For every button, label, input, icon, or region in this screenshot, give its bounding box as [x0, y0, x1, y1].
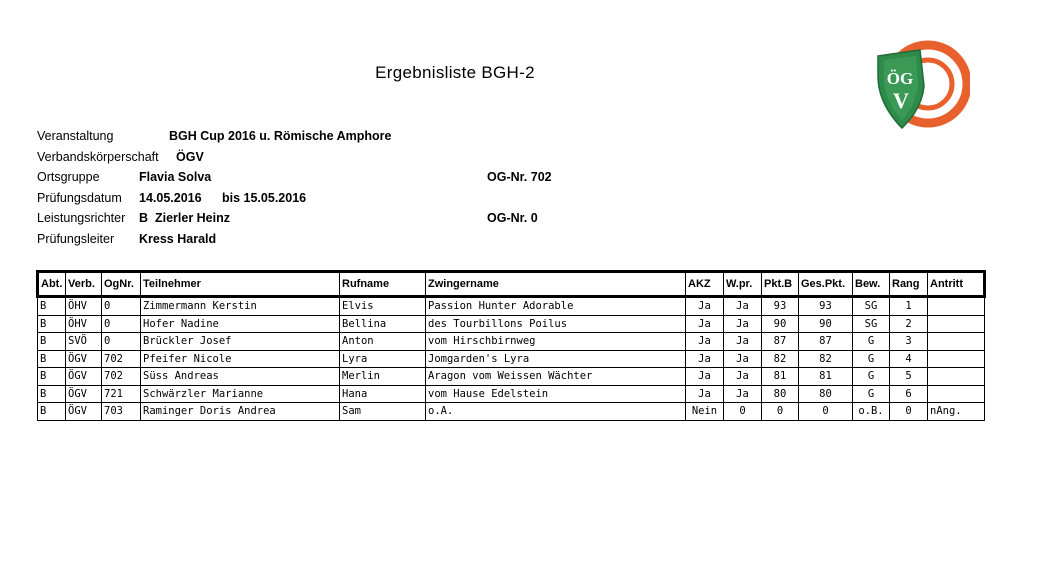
cell-ognr: 702: [102, 368, 141, 386]
table-row: [38, 368, 985, 386]
cell-abt: B: [38, 315, 66, 333]
cell-teilnehmer: Süss Andreas: [141, 368, 340, 386]
cell-zwingername: Aragon vom Weissen Wächter: [426, 368, 686, 386]
svg-text:ÖG: ÖG: [886, 69, 914, 88]
cell-akz: Nein: [686, 403, 724, 421]
cell-ognr: 0: [102, 297, 141, 316]
cell-akz: Ja: [686, 368, 724, 386]
cell-teilnehmer: Raminger Doris Andrea: [141, 403, 340, 421]
cell-rang: 0: [890, 403, 928, 421]
cell-antritt: [928, 333, 985, 351]
cell-rufname: Lyra: [340, 350, 426, 368]
cell-verb: ÖGV: [66, 368, 102, 386]
cell-antritt: [928, 315, 985, 333]
col-header-rufname: Rufname: [340, 272, 426, 297]
cell-teilnehmer: Pfeifer Nicole: [141, 350, 340, 368]
cell-pktb: 82: [762, 350, 799, 368]
verband-label: Verbandskörperschaft: [37, 149, 159, 164]
cell-rang: 2: [890, 315, 928, 333]
cell-bew: SG: [853, 297, 890, 316]
svg-text:V: V: [893, 88, 909, 113]
cell-gespkt: 80: [799, 385, 853, 403]
cell-rang: 4: [890, 350, 928, 368]
cell-verb: ÖGV: [66, 350, 102, 368]
cell-abt: B: [38, 297, 66, 316]
cell-rang: 5: [890, 368, 928, 386]
cell-wpr: 0: [724, 403, 762, 421]
cell-zwingername: Jomgarden's Lyra: [426, 350, 686, 368]
cell-zwingername: o.A.: [426, 403, 686, 421]
cell-gespkt: 93: [799, 297, 853, 316]
cell-antritt: [928, 350, 985, 368]
veranstaltung-value: BGH Cup 2016 u. Römische Amphore: [169, 129, 392, 143]
cell-akz: Ja: [686, 350, 724, 368]
richter-value: B Zierler Heinz: [139, 211, 230, 225]
cell-pktb: 81: [762, 368, 799, 386]
datum-bis: bis 15.05.2016: [222, 190, 307, 205]
ortsgruppe-ognr: OG-Nr. 702: [487, 170, 552, 184]
cell-gespkt: 81: [799, 368, 853, 386]
table-row: [38, 333, 985, 351]
cell-wpr: Ja: [724, 333, 762, 351]
cell-verb: ÖHV: [66, 315, 102, 333]
cell-bew: G: [853, 350, 890, 368]
cell-gespkt: 87: [799, 333, 853, 351]
ogv-logo: [872, 38, 970, 132]
cell-ognr: 0: [102, 333, 141, 351]
cell-rufname: Merlin: [340, 368, 426, 386]
cell-teilnehmer: Zimmermann Kerstin: [141, 297, 340, 316]
cell-rufname: Bellina: [340, 315, 426, 333]
cell-antritt: [928, 297, 985, 316]
cell-verb: ÖGV: [66, 403, 102, 421]
cell-rang: 1: [890, 297, 928, 316]
cell-antritt: [928, 368, 985, 386]
cell-ognr: 702: [102, 350, 141, 368]
col-header-rang: Rang: [890, 272, 928, 297]
cell-pktb: 80: [762, 385, 799, 403]
cell-verb: ÖGV: [66, 385, 102, 403]
col-header-antritt: Antritt: [928, 272, 985, 297]
cell-abt: B: [38, 350, 66, 368]
cell-akz: Ja: [686, 385, 724, 403]
col-header-abt: Abt.: [38, 272, 66, 297]
datum-von: 14.05.2016: [139, 190, 202, 205]
cell-wpr: Ja: [724, 368, 762, 386]
col-header-bew: Bew.: [853, 272, 890, 297]
col-header-zwingername: Zwingername: [426, 272, 686, 297]
col-header-akz: AKZ: [686, 272, 724, 297]
col-header-teilnehmer: Teilnehmer: [141, 272, 340, 297]
cell-bew: G: [853, 333, 890, 351]
cell-ognr: 703: [102, 403, 141, 421]
cell-wpr: Ja: [724, 315, 762, 333]
cell-pktb: 90: [762, 315, 799, 333]
cell-bew: o.B.: [853, 403, 890, 421]
cell-wpr: Ja: [724, 385, 762, 403]
cell-verb: SVÖ: [66, 333, 102, 351]
cell-antritt: nAng.: [928, 403, 985, 421]
cell-abt: B: [38, 403, 66, 421]
cell-abt: B: [38, 385, 66, 403]
cell-bew: G: [853, 385, 890, 403]
richter-ognr: OG-Nr. 0: [487, 211, 538, 225]
cell-wpr: Ja: [724, 297, 762, 316]
col-header-wpr: W.pr.: [724, 272, 762, 297]
table-row: [38, 385, 985, 403]
cell-zwingername: vom Hause Edelstein: [426, 385, 686, 403]
table-row: [38, 403, 985, 421]
cell-rufname: Anton: [340, 333, 426, 351]
document-title: Ergebnisliste BGH-2: [375, 63, 535, 82]
cell-bew: SG: [853, 315, 890, 333]
table-header-row: [38, 272, 985, 297]
cell-ognr: 0: [102, 315, 141, 333]
cell-teilnehmer: Schwärzler Marianne: [141, 385, 340, 403]
cell-rufname: Sam: [340, 403, 426, 421]
datum-label: Prüfungsdatum: [37, 190, 122, 205]
cell-pktb: 0: [762, 403, 799, 421]
cell-zwingername: Passion Hunter Adorable: [426, 297, 686, 316]
col-header-ognr: OgNr.: [102, 272, 141, 297]
cell-wpr: Ja: [724, 350, 762, 368]
cell-teilnehmer: Hofer Nadine: [141, 315, 340, 333]
cell-zwingername: des Tourbillons Poilus: [426, 315, 686, 333]
cell-akz: Ja: [686, 297, 724, 316]
cell-akz: Ja: [686, 315, 724, 333]
cell-rang: 6: [890, 385, 928, 403]
cell-bew: G: [853, 368, 890, 386]
ortsgruppe-label: Ortsgruppe: [37, 170, 100, 184]
cell-pktb: 87: [762, 333, 799, 351]
cell-gespkt: 90: [799, 315, 853, 333]
veranstaltung-label: Veranstaltung: [37, 129, 114, 143]
verband-value: ÖGV: [176, 149, 204, 164]
results-table: [36, 270, 986, 421]
table-row: [38, 297, 985, 316]
cell-antritt: [928, 385, 985, 403]
cell-abt: B: [38, 368, 66, 386]
richter-label: Leistungsrichter: [37, 211, 126, 225]
leiter-value: Kress Harald: [139, 231, 217, 246]
cell-gespkt: 0: [799, 403, 853, 421]
cell-teilnehmer: Brückler Josef: [141, 333, 340, 351]
cell-zwingername: vom Hirschbirnweg: [426, 333, 686, 351]
cell-ognr: 721: [102, 385, 141, 403]
cell-pktb: 93: [762, 297, 799, 316]
cell-gespkt: 82: [799, 350, 853, 368]
cell-rang: 3: [890, 333, 928, 351]
cell-akz: Ja: [686, 333, 724, 351]
cell-verb: ÖHV: [66, 297, 102, 316]
cell-abt: B: [38, 333, 66, 351]
table-row: [38, 350, 985, 368]
col-header-verb: Verb.: [66, 272, 102, 297]
leiter-label: Prüfungsleiter: [37, 231, 115, 246]
ortsgruppe-value: Flavia Solva: [139, 170, 212, 184]
cell-rufname: Elvis: [340, 297, 426, 316]
table-row: [38, 315, 985, 333]
col-header-pktb: Pkt.B: [762, 272, 799, 297]
cell-rufname: Hana: [340, 385, 426, 403]
col-header-gespkt: Ges.Pkt.: [799, 272, 853, 297]
